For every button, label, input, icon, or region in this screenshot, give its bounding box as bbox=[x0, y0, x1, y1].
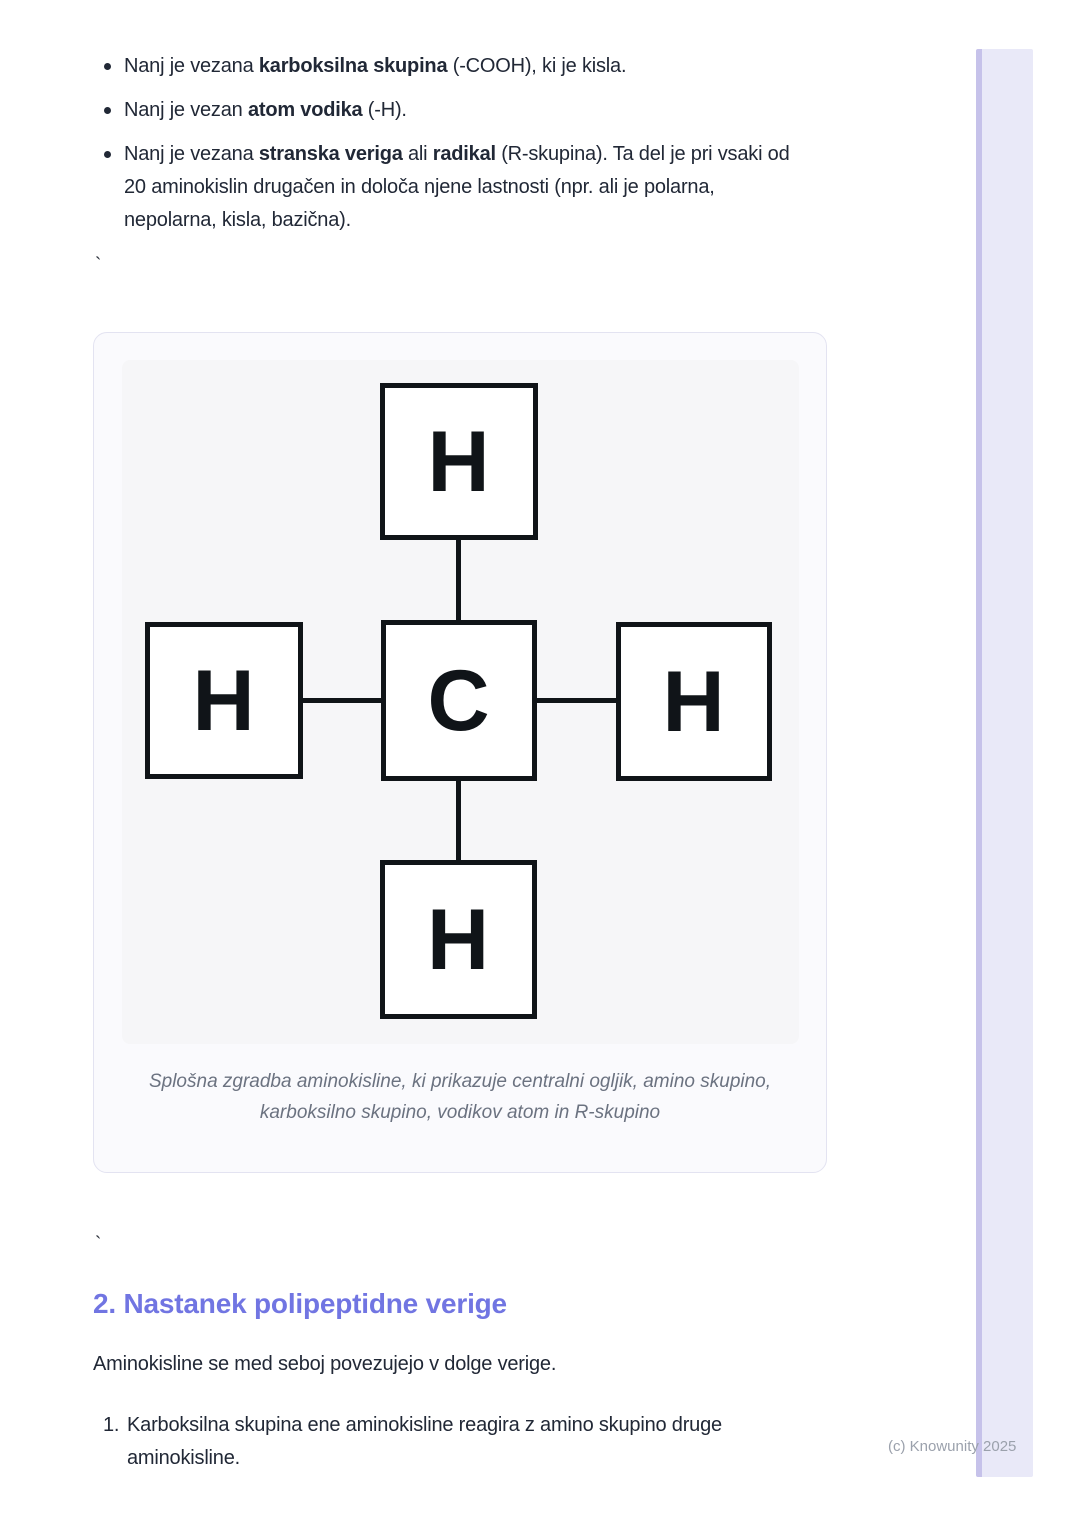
section-heading: 2. Nastanek polipeptidne verige bbox=[93, 1288, 507, 1319]
atom-box-hydrogen-left bbox=[145, 622, 303, 779]
watermark: (c) Knowunity 2025 bbox=[888, 1438, 1017, 1455]
atom-box-hydrogen-right bbox=[616, 622, 772, 781]
atom-label: H bbox=[192, 652, 255, 749]
figure-card bbox=[93, 332, 827, 1173]
list-number: 1. bbox=[103, 1414, 120, 1436]
stray-backtick: ` bbox=[95, 1234, 102, 1255]
bond-bottom bbox=[456, 781, 461, 860]
list-item bbox=[93, 1409, 783, 1475]
atom-label: C bbox=[427, 652, 490, 749]
atom-label: H bbox=[662, 653, 725, 750]
bullet-text: Nanj je vezan atom vodika (-H). bbox=[124, 99, 407, 121]
atom-box-hydrogen-top bbox=[380, 383, 538, 540]
bullet-text: Nanj je vezana stranska veriga ali radikal (R-skupina). Ta del je pri vsaki od 20 aminokislin drugačen in določa njene lastnosti (npr. ali je polarna, nepolarna, kisla, bazična). bbox=[124, 143, 790, 231]
bullet-marker bbox=[104, 107, 111, 114]
section-paragraph: Aminokisline se med seboj povezujejo v dolge verige. bbox=[93, 1353, 557, 1375]
figure-caption: Splošna zgradba aminokisline, ki prikazuje centralni ogljik, amino skupino, karboksilno skupino, vodikov atom in R-skupino bbox=[148, 1071, 772, 1123]
atom-label: H bbox=[427, 413, 490, 510]
list-item bbox=[93, 138, 799, 237]
list-text: Karboksilna skupina ene aminokisline reagira z amino skupino druge aminokisline. bbox=[127, 1414, 722, 1469]
bond-top bbox=[456, 540, 461, 620]
bond-right bbox=[537, 698, 616, 703]
bond-left bbox=[303, 698, 381, 703]
molecule-diagram bbox=[122, 360, 799, 1044]
stray-backtick: ` bbox=[95, 255, 102, 276]
atom-box-hydrogen-bottom bbox=[380, 860, 537, 1019]
numbered-list bbox=[93, 1409, 783, 1475]
bullet-text: Nanj je vezana karboksilna skupina (-COOH), ki je kisla. bbox=[124, 55, 627, 77]
atom-box-carbon-center bbox=[381, 620, 537, 781]
bullet-list bbox=[93, 50, 799, 237]
bullet-marker bbox=[104, 151, 111, 158]
bullet-marker bbox=[104, 63, 111, 70]
atom-label: H bbox=[426, 891, 490, 988]
list-item bbox=[93, 50, 799, 83]
list-item bbox=[93, 94, 799, 127]
